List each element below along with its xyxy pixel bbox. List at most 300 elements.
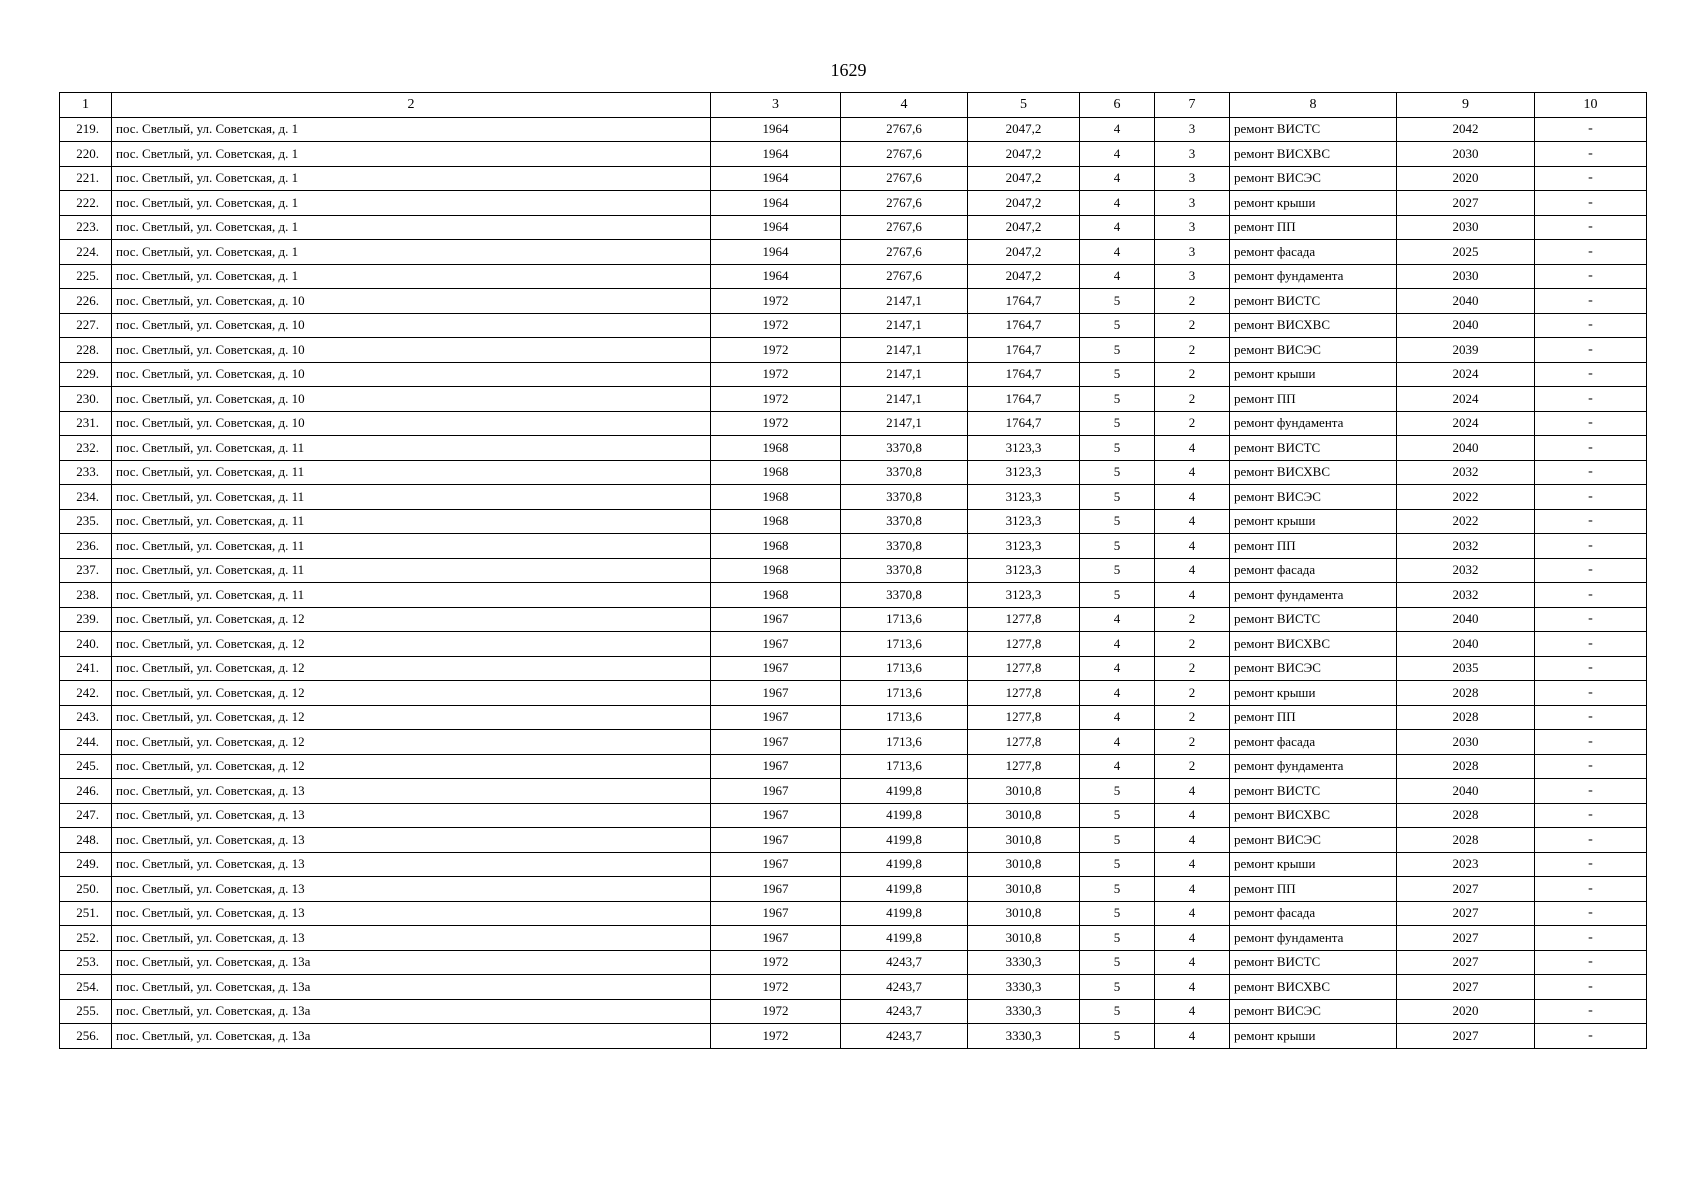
cell-work-type: ремонт ВИСТС [1230,607,1397,632]
table-row [60,338,1647,363]
cell-living-area: 1764,7 [968,411,1080,436]
cell-total-area: 2147,1 [841,289,968,314]
cell-total-area: 4243,7 [841,975,968,1000]
cell-row-number: 227. [60,313,112,338]
cell-row-number: 233. [60,460,112,485]
cell-total-area: 3370,8 [841,534,968,559]
cell-row-number: 246. [60,779,112,804]
cell-row-number: 232. [60,436,112,461]
cell-note: - [1535,117,1647,142]
cell-note: - [1535,852,1647,877]
cell-work-type: ремонт фундамента [1230,583,1397,608]
cell-work-type: ремонт фасада [1230,901,1397,926]
cell-row-number: 221. [60,166,112,191]
cell-note: - [1535,215,1647,240]
cell-floors: 4 [1080,215,1155,240]
cell-year-built: 1968 [711,436,841,461]
cell-total-area: 2147,1 [841,338,968,363]
cell-floors: 5 [1080,485,1155,510]
column-header: 10 [1535,93,1647,118]
cell-note: - [1535,705,1647,730]
column-header: 7 [1155,93,1230,118]
cell-year-built: 1967 [711,681,841,706]
cell-living-area: 1277,8 [968,730,1080,755]
cell-note: - [1535,362,1647,387]
cell-note: - [1535,779,1647,804]
cell-floors: 5 [1080,534,1155,559]
cell-entrances: 3 [1155,215,1230,240]
cell-address: пос. Светлый, ул. Советская, д. 12 [112,656,711,681]
table-row [60,754,1647,779]
cell-planned-year: 2030 [1397,730,1535,755]
cell-total-area: 4199,8 [841,779,968,804]
table-row [60,730,1647,755]
cell-entrances: 3 [1155,117,1230,142]
cell-note: - [1535,289,1647,314]
cell-total-area: 1713,6 [841,632,968,657]
cell-living-area: 2047,2 [968,166,1080,191]
cell-year-built: 1972 [711,1024,841,1049]
cell-living-area: 1277,8 [968,681,1080,706]
cell-floors: 4 [1080,730,1155,755]
cell-year-built: 1967 [711,803,841,828]
cell-row-number: 231. [60,411,112,436]
table-row [60,779,1647,804]
cell-address: пос. Светлый, ул. Советская, д. 12 [112,705,711,730]
column-header: 5 [968,93,1080,118]
cell-note: - [1535,583,1647,608]
cell-floors: 5 [1080,779,1155,804]
cell-row-number: 235. [60,509,112,534]
cell-total-area: 1713,6 [841,607,968,632]
cell-entrances: 2 [1155,656,1230,681]
cell-year-built: 1968 [711,558,841,583]
table-row [60,877,1647,902]
cell-work-type: ремонт ПП [1230,215,1397,240]
cell-floors: 4 [1080,632,1155,657]
cell-work-type: ремонт ПП [1230,534,1397,559]
cell-year-built: 1967 [711,705,841,730]
cell-note: - [1535,436,1647,461]
cell-total-area: 4243,7 [841,999,968,1024]
cell-address: пос. Светлый, ул. Советская, д. 1 [112,166,711,191]
cell-row-number: 237. [60,558,112,583]
cell-entrances: 4 [1155,779,1230,804]
cell-total-area: 2767,6 [841,191,968,216]
cell-total-area: 2767,6 [841,240,968,265]
cell-total-area: 2147,1 [841,387,968,412]
table-row [60,485,1647,510]
cell-floors: 5 [1080,926,1155,951]
cell-row-number: 229. [60,362,112,387]
cell-entrances: 4 [1155,436,1230,461]
cell-work-type: ремонт ВИСХВС [1230,632,1397,657]
cell-living-area: 1764,7 [968,289,1080,314]
cell-year-built: 1964 [711,264,841,289]
cell-living-area: 1764,7 [968,338,1080,363]
cell-planned-year: 2022 [1397,509,1535,534]
cell-work-type: ремонт ПП [1230,387,1397,412]
cell-address: пос. Светлый, ул. Советская, д. 13 [112,779,711,804]
cell-address: пос. Светлый, ул. Советская, д. 12 [112,607,711,632]
cell-entrances: 4 [1155,803,1230,828]
cell-entrances: 4 [1155,534,1230,559]
cell-work-type: ремонт ВИСХВС [1230,803,1397,828]
cell-entrances: 3 [1155,264,1230,289]
cell-address: пос. Светлый, ул. Советская, д. 1 [112,117,711,142]
cell-planned-year: 2027 [1397,877,1535,902]
cell-planned-year: 2040 [1397,607,1535,632]
column-header: 3 [711,93,841,118]
cell-row-number: 230. [60,387,112,412]
cell-row-number: 254. [60,975,112,1000]
cell-address: пос. Светлый, ул. Советская, д. 13а [112,1024,711,1049]
cell-year-built: 1964 [711,142,841,167]
cell-note: - [1535,558,1647,583]
cell-entrances: 4 [1155,558,1230,583]
cell-living-area: 1764,7 [968,362,1080,387]
cell-planned-year: 2030 [1397,264,1535,289]
cell-entrances: 4 [1155,975,1230,1000]
cell-floors: 4 [1080,240,1155,265]
cell-work-type: ремонт ВИСЭС [1230,166,1397,191]
cell-total-area: 3370,8 [841,485,968,510]
cell-living-area: 3330,3 [968,950,1080,975]
table-row [60,828,1647,853]
cell-total-area: 2147,1 [841,362,968,387]
cell-note: - [1535,754,1647,779]
cell-work-type: ремонт фундамента [1230,926,1397,951]
cell-note: - [1535,142,1647,167]
cell-year-built: 1967 [711,926,841,951]
cell-entrances: 2 [1155,632,1230,657]
cell-planned-year: 2040 [1397,289,1535,314]
table-row [60,436,1647,461]
cell-planned-year: 2024 [1397,387,1535,412]
cell-planned-year: 2028 [1397,681,1535,706]
cell-note: - [1535,632,1647,657]
cell-note: - [1535,534,1647,559]
cell-year-built: 1968 [711,460,841,485]
cell-work-type: ремонт ВИСЭС [1230,485,1397,510]
table-row [60,509,1647,534]
cell-planned-year: 2027 [1397,1024,1535,1049]
cell-floors: 5 [1080,460,1155,485]
cell-entrances: 2 [1155,607,1230,632]
cell-floors: 5 [1080,852,1155,877]
column-header: 1 [60,93,112,118]
cell-planned-year: 2028 [1397,828,1535,853]
cell-note: - [1535,975,1647,1000]
cell-row-number: 248. [60,828,112,853]
table-row [60,705,1647,730]
cell-living-area: 3123,3 [968,534,1080,559]
table-row [60,583,1647,608]
cell-note: - [1535,1024,1647,1049]
cell-total-area: 1713,6 [841,754,968,779]
cell-living-area: 1277,8 [968,632,1080,657]
cell-living-area: 3123,3 [968,509,1080,534]
table-row [60,632,1647,657]
cell-planned-year: 2028 [1397,754,1535,779]
cell-row-number: 252. [60,926,112,951]
cell-planned-year: 2032 [1397,583,1535,608]
cell-address: пос. Светлый, ул. Советская, д. 1 [112,215,711,240]
cell-address: пос. Светлый, ул. Советская, д. 1 [112,142,711,167]
cell-living-area: 1277,8 [968,754,1080,779]
cell-work-type: ремонт крыши [1230,1024,1397,1049]
cell-floors: 4 [1080,166,1155,191]
table-row [60,803,1647,828]
cell-work-type: ремонт ВИСЭС [1230,828,1397,853]
cell-note: - [1535,166,1647,191]
cell-living-area: 3010,8 [968,803,1080,828]
cell-planned-year: 2040 [1397,632,1535,657]
cell-total-area: 1713,6 [841,656,968,681]
cell-total-area: 1713,6 [841,730,968,755]
cell-address: пос. Светлый, ул. Советская, д. 10 [112,313,711,338]
cell-entrances: 4 [1155,509,1230,534]
cell-work-type: ремонт фундамента [1230,411,1397,436]
cell-floors: 5 [1080,803,1155,828]
cell-address: пос. Светлый, ул. Советская, д. 13а [112,999,711,1024]
cell-address: пос. Светлый, ул. Советская, д. 11 [112,509,711,534]
cell-entrances: 2 [1155,754,1230,779]
cell-entrances: 2 [1155,730,1230,755]
cell-total-area: 2767,6 [841,166,968,191]
cell-total-area: 2767,6 [841,264,968,289]
cell-address: пос. Светлый, ул. Советская, д. 1 [112,191,711,216]
cell-entrances: 4 [1155,877,1230,902]
cell-floors: 5 [1080,950,1155,975]
cell-note: - [1535,264,1647,289]
cell-planned-year: 2028 [1397,705,1535,730]
cell-living-area: 3123,3 [968,485,1080,510]
cell-address: пос. Светлый, ул. Советская, д. 10 [112,387,711,412]
cell-floors: 5 [1080,509,1155,534]
cell-entrances: 4 [1155,485,1230,510]
cell-living-area: 3010,8 [968,877,1080,902]
cell-planned-year: 2040 [1397,779,1535,804]
page-number: 1629 [830,60,867,80]
cell-planned-year: 2023 [1397,852,1535,877]
cell-planned-year: 2025 [1397,240,1535,265]
cell-floors: 5 [1080,411,1155,436]
cell-year-built: 1968 [711,485,841,510]
cell-living-area: 3330,3 [968,999,1080,1024]
cell-planned-year: 2042 [1397,117,1535,142]
cell-row-number: 243. [60,705,112,730]
cell-total-area: 3370,8 [841,509,968,534]
cell-living-area: 3010,8 [968,779,1080,804]
table-row [60,387,1647,412]
cell-row-number: 223. [60,215,112,240]
cell-floors: 5 [1080,901,1155,926]
cell-year-built: 1972 [711,338,841,363]
cell-living-area: 2047,2 [968,117,1080,142]
table-row [60,240,1647,265]
cell-floors: 5 [1080,289,1155,314]
cell-planned-year: 2024 [1397,362,1535,387]
cell-entrances: 2 [1155,387,1230,412]
cell-planned-year: 2032 [1397,460,1535,485]
cell-work-type: ремонт ВИСТС [1230,950,1397,975]
cell-entrances: 4 [1155,999,1230,1024]
cell-work-type: ремонт ВИСХВС [1230,313,1397,338]
cell-entrances: 2 [1155,681,1230,706]
cell-floors: 5 [1080,583,1155,608]
cell-entrances: 4 [1155,583,1230,608]
cell-living-area: 3123,3 [968,460,1080,485]
cell-year-built: 1967 [711,779,841,804]
cell-address: пос. Светлый, ул. Советская, д. 13 [112,877,711,902]
column-header: 4 [841,93,968,118]
cell-living-area: 2047,2 [968,191,1080,216]
cell-year-built: 1972 [711,411,841,436]
cell-planned-year: 2027 [1397,975,1535,1000]
cell-year-built: 1967 [711,754,841,779]
cell-total-area: 4199,8 [841,901,968,926]
cell-work-type: ремонт крыши [1230,509,1397,534]
cell-address: пос. Светлый, ул. Советская, д. 11 [112,534,711,559]
cell-address: пос. Светлый, ул. Советская, д. 10 [112,338,711,363]
cell-work-type: ремонт фасада [1230,730,1397,755]
cell-planned-year: 2032 [1397,558,1535,583]
cell-work-type: ремонт крыши [1230,852,1397,877]
cell-total-area: 3370,8 [841,583,968,608]
cell-address: пос. Светлый, ул. Советская, д. 1 [112,240,711,265]
cell-total-area: 4199,8 [841,877,968,902]
cell-note: - [1535,926,1647,951]
cell-year-built: 1972 [711,313,841,338]
cell-entrances: 3 [1155,142,1230,167]
cell-living-area: 3123,3 [968,436,1080,461]
cell-note: - [1535,828,1647,853]
cell-work-type: ремонт ВИСЭС [1230,656,1397,681]
cell-work-type: ремонт ВИСТС [1230,117,1397,142]
cell-address: пос. Светлый, ул. Советская, д. 10 [112,289,711,314]
cell-row-number: 219. [60,117,112,142]
cell-note: - [1535,950,1647,975]
cell-total-area: 4199,8 [841,852,968,877]
cell-year-built: 1972 [711,289,841,314]
cell-year-built: 1968 [711,509,841,534]
cell-planned-year: 2039 [1397,338,1535,363]
cell-work-type: ремонт ВИСХВС [1230,460,1397,485]
cell-year-built: 1972 [711,999,841,1024]
cell-floors: 4 [1080,191,1155,216]
table-row [60,460,1647,485]
cell-row-number: 239. [60,607,112,632]
cell-total-area: 4199,8 [841,803,968,828]
cell-year-built: 1964 [711,166,841,191]
cell-note: - [1535,411,1647,436]
cell-planned-year: 2040 [1397,313,1535,338]
cell-floors: 4 [1080,681,1155,706]
cell-planned-year: 2040 [1397,436,1535,461]
cell-entrances: 2 [1155,338,1230,363]
cell-work-type: ремонт фундамента [1230,754,1397,779]
cell-row-number: 220. [60,142,112,167]
cell-note: - [1535,607,1647,632]
cell-floors: 5 [1080,975,1155,1000]
cell-work-type: ремонт фасада [1230,558,1397,583]
cell-total-area: 4243,7 [841,1024,968,1049]
cell-year-built: 1968 [711,583,841,608]
table-row [60,142,1647,167]
cell-year-built: 1972 [711,362,841,387]
cell-address: пос. Светлый, ул. Советская, д. 13 [112,852,711,877]
cell-floors: 5 [1080,877,1155,902]
cell-floors: 4 [1080,264,1155,289]
cell-total-area: 1713,6 [841,705,968,730]
cell-planned-year: 2035 [1397,656,1535,681]
cell-row-number: 238. [60,583,112,608]
cell-work-type: ремонт ВИСТС [1230,289,1397,314]
cell-work-type: ремонт ВИСХВС [1230,975,1397,1000]
cell-living-area: 3123,3 [968,583,1080,608]
table-body [60,117,1647,1048]
cell-year-built: 1964 [711,240,841,265]
cell-planned-year: 2027 [1397,926,1535,951]
cell-year-built: 1964 [711,191,841,216]
table-row [60,852,1647,877]
cell-floors: 5 [1080,558,1155,583]
cell-floors: 5 [1080,338,1155,363]
cell-work-type: ремонт ВИСЭС [1230,338,1397,363]
table-row [60,166,1647,191]
cell-year-built: 1967 [711,607,841,632]
cell-total-area: 4199,8 [841,926,968,951]
cell-work-type: ремонт ВИСХВС [1230,142,1397,167]
cell-entrances: 2 [1155,362,1230,387]
table-row [60,117,1647,142]
table-row [60,264,1647,289]
cell-work-type: ремонт ПП [1230,705,1397,730]
cell-living-area: 3010,8 [968,926,1080,951]
cell-year-built: 1972 [711,950,841,975]
cell-floors: 4 [1080,117,1155,142]
table-row [60,950,1647,975]
cell-work-type: ремонт фундамента [1230,264,1397,289]
cell-planned-year: 2027 [1397,901,1535,926]
table-row [60,656,1647,681]
table-row [60,901,1647,926]
cell-entrances: 2 [1155,705,1230,730]
cell-row-number: 245. [60,754,112,779]
cell-entrances: 2 [1155,313,1230,338]
cell-living-area: 2047,2 [968,240,1080,265]
cell-planned-year: 2022 [1397,485,1535,510]
cell-year-built: 1967 [711,877,841,902]
cell-row-number: 222. [60,191,112,216]
table-row [60,215,1647,240]
cell-entrances: 4 [1155,926,1230,951]
cell-address: пос. Светлый, ул. Советская, д. 13а [112,950,711,975]
column-header: 6 [1080,93,1155,118]
cell-living-area: 2047,2 [968,215,1080,240]
cell-entrances: 4 [1155,950,1230,975]
cell-total-area: 4199,8 [841,828,968,853]
cell-floors: 5 [1080,387,1155,412]
cell-address: пос. Светлый, ул. Советская, д. 13а [112,975,711,1000]
cell-note: - [1535,191,1647,216]
table-row [60,534,1647,559]
cell-year-built: 1968 [711,534,841,559]
cell-living-area: 3330,3 [968,975,1080,1000]
cell-row-number: 249. [60,852,112,877]
cell-planned-year: 2020 [1397,166,1535,191]
